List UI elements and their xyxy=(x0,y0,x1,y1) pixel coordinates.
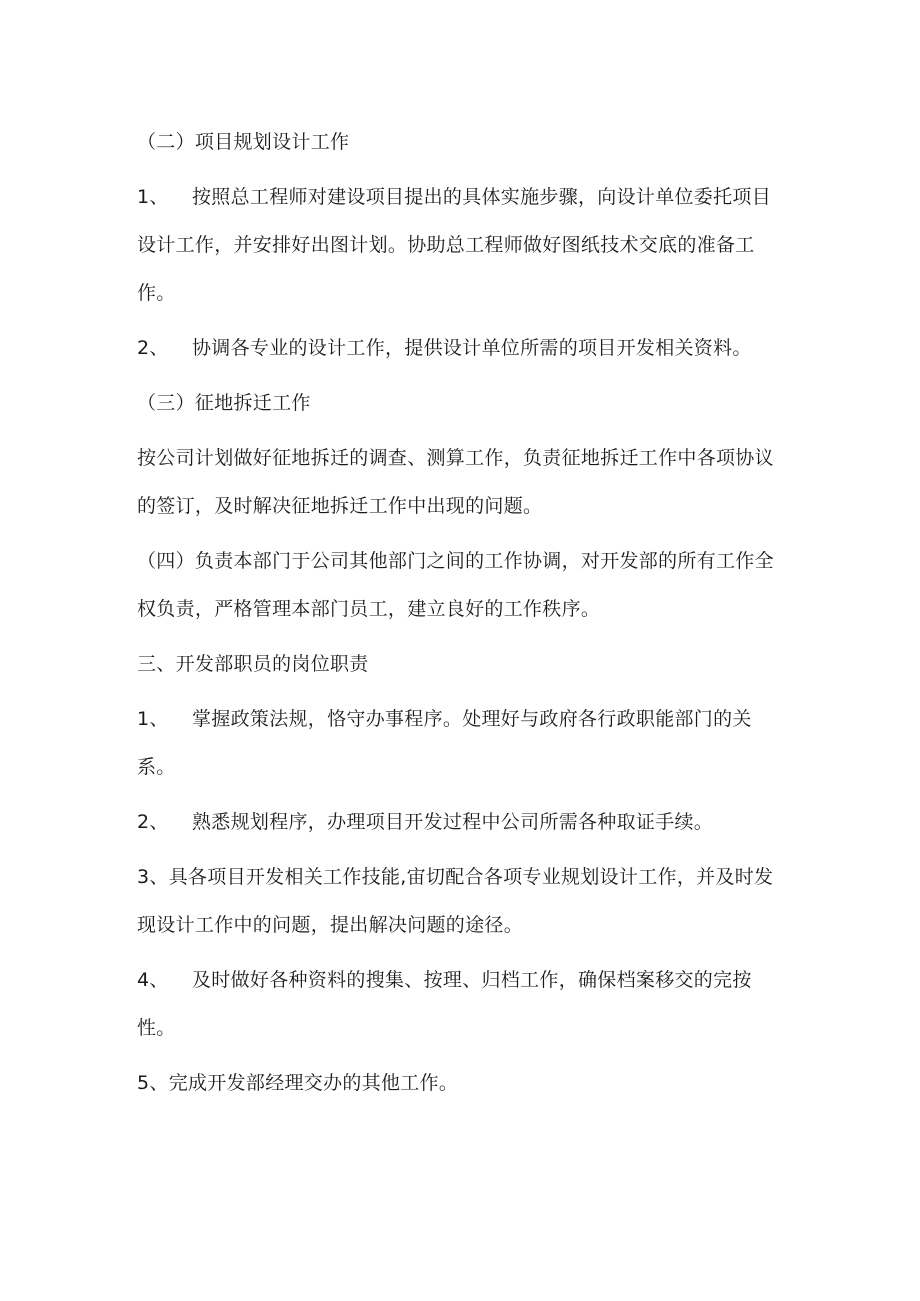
section-heading-2-text: （二）项目规划设计工作 xyxy=(137,131,350,153)
list-item xyxy=(137,956,787,1052)
document-body xyxy=(137,118,787,1114)
section-heading-3-text: （三）征地拆迁工作 xyxy=(137,392,311,414)
paragraph-text: 按公司计划做好征地拆迁的调查、测算工作，负责征地拆迁工作中各项协议的签订，及时解决征地拆迁工作中出现的问题。 xyxy=(137,447,774,517)
list-item xyxy=(137,324,787,372)
paragraph xyxy=(137,434,787,530)
paragraph xyxy=(137,537,787,633)
list-item-number: 2、 xyxy=(137,337,169,359)
list-item-text: 5、完成开发部经理交办的其他工作。 xyxy=(137,1072,459,1094)
section-heading-3 xyxy=(137,379,787,427)
list-item-number: 4、 xyxy=(137,969,169,991)
list-item xyxy=(137,1059,787,1107)
list-item-text: 按照总工程师对建设项目提出的具体实施步骤，向设计单位委托项目设计工作，并安排好出图计划。协助总工程师做好图纸技术交底的准备工作。 xyxy=(137,186,772,304)
list-item xyxy=(137,853,787,949)
section-heading-2 xyxy=(137,118,787,166)
list-item-text: 及时做好各种资料的搜集、按理、归档工作，确保档案移交的完按性。 xyxy=(137,969,752,1039)
list-item xyxy=(137,695,787,791)
part-heading-3 xyxy=(137,640,787,688)
part-heading-3-text: 三、开发部职员的岗位职责 xyxy=(137,653,369,675)
list-item-text: 协调各专业的设计工作，提供设计单位所需的项目开发相关资料。 xyxy=(192,337,752,359)
list-item-number: 2、 xyxy=(137,811,169,833)
paragraph-text: （四）负责本部门于公司其他部门之间的工作协调，对开发部的所有工作全权负责，严格管理本部门员工，建立良好的工作秩序。 xyxy=(137,550,774,620)
list-item-text: 熟悉规划程序，办理项目开发过程中公司所需各种取证手续。 xyxy=(192,811,714,833)
list-item-text: 掌握政策法规，恪守办事程序。处理好与政府各行政职能部门的关系。 xyxy=(137,708,752,778)
list-item-number: 1、 xyxy=(137,186,169,208)
list-item-number: 1、 xyxy=(137,708,169,730)
list-item xyxy=(137,798,787,846)
list-item-text: 3、具各项目开发相关工作技能,宙切配合各项专业规划设计工作，并及时发现设计工作中的问题，提出解决问题的途径。 xyxy=(137,866,774,936)
list-item xyxy=(137,173,787,317)
